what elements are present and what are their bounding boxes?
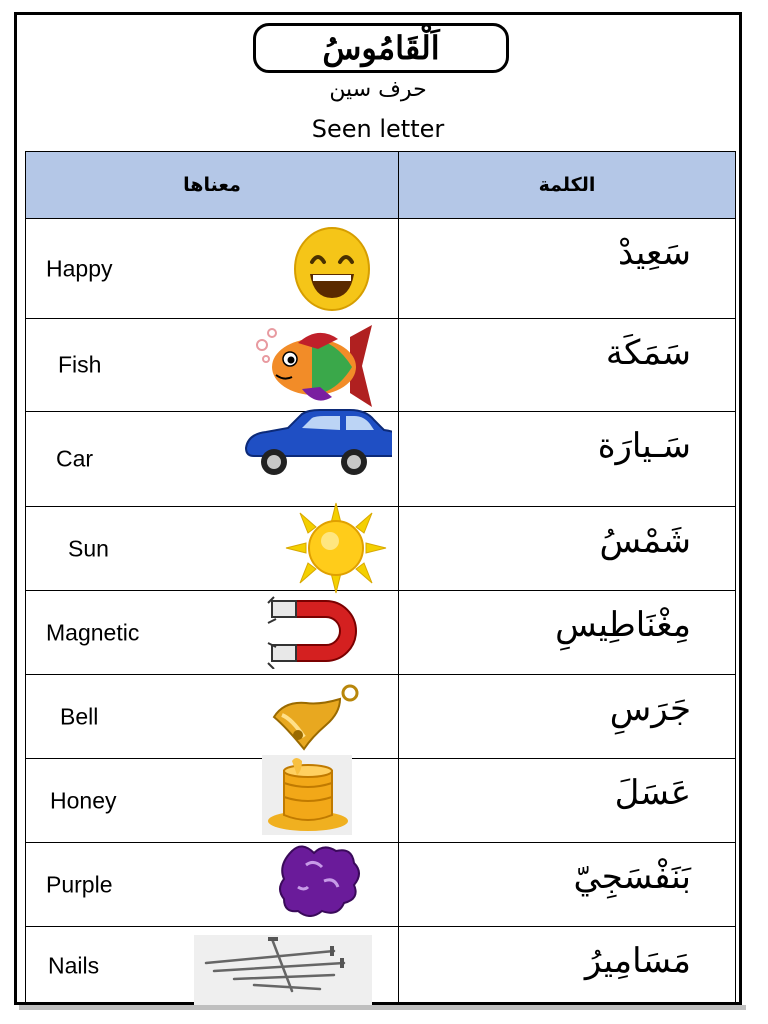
english-word: Magnetic [46, 619, 140, 645]
magnet-icon [264, 593, 364, 669]
table-row [26, 843, 736, 927]
word-cell [399, 843, 736, 927]
table-row [26, 219, 736, 319]
subtitle-english: Seen letter [311, 115, 445, 143]
table-row [26, 591, 736, 675]
meaning-cell [26, 927, 399, 1005]
car-icon [242, 408, 392, 476]
table-row [26, 759, 736, 843]
word-cell [399, 507, 736, 591]
table-row [26, 412, 736, 507]
arabic-word: سَـيارَة [597, 426, 691, 466]
word-cell [399, 319, 736, 412]
word-cell [399, 591, 736, 675]
header-meaning: معناها [26, 152, 399, 219]
meaning-cell [26, 591, 399, 675]
table-header-row [26, 152, 736, 219]
word-cell [399, 927, 736, 1005]
smiley-face-icon [292, 226, 372, 312]
dictionary-sheet [14, 12, 742, 1005]
purple-splash-icon [278, 841, 364, 917]
english-word: Purple [46, 871, 113, 897]
english-word: Bell [60, 703, 99, 729]
english-word: Fish [58, 351, 102, 378]
english-word: Car [56, 445, 94, 472]
word-cell [399, 675, 736, 759]
english-word: Happy [46, 255, 113, 281]
meaning-cell [26, 759, 399, 843]
subtitle-arabic: حرف سين [329, 77, 427, 102]
arabic-word: سَمَكَة [605, 333, 691, 373]
arabic-word: سَعِيدْ [618, 233, 691, 273]
nails-icon [194, 935, 372, 1009]
bell-icon [268, 681, 364, 755]
english-word: Honey [50, 787, 117, 813]
english-word: Sun [68, 535, 109, 561]
meaning-cell [26, 319, 399, 412]
table-row [26, 927, 736, 1005]
dictionary-table [25, 151, 736, 1005]
arabic-word: بَنَفْسَجِيّ [573, 857, 691, 897]
english-word: Nails [48, 952, 100, 978]
fish-icon [252, 323, 374, 409]
honey-jar-icon [262, 755, 352, 835]
meaning-cell [26, 219, 399, 319]
page-title: اَلْقَامُوسُ [253, 23, 509, 73]
meaning-cell [26, 675, 399, 759]
word-cell [399, 412, 736, 507]
arabic-word: مِغْنَاطِيسِ [555, 605, 691, 645]
sun-icon [284, 501, 388, 595]
arabic-word: مَسَامِيرُ [584, 941, 691, 981]
header-word: الكلمة [399, 152, 736, 219]
arabic-word: عَسَلَ [614, 773, 691, 813]
meaning-cell [26, 843, 399, 927]
word-cell [399, 759, 736, 843]
meaning-cell [26, 507, 399, 591]
word-cell [399, 219, 736, 319]
table-row [26, 319, 736, 412]
table-row [26, 507, 736, 591]
arabic-word: جَرَسِ [609, 689, 691, 729]
arabic-word: شَمْسُ [599, 521, 691, 561]
meaning-cell [26, 412, 399, 507]
table-row [26, 675, 736, 759]
